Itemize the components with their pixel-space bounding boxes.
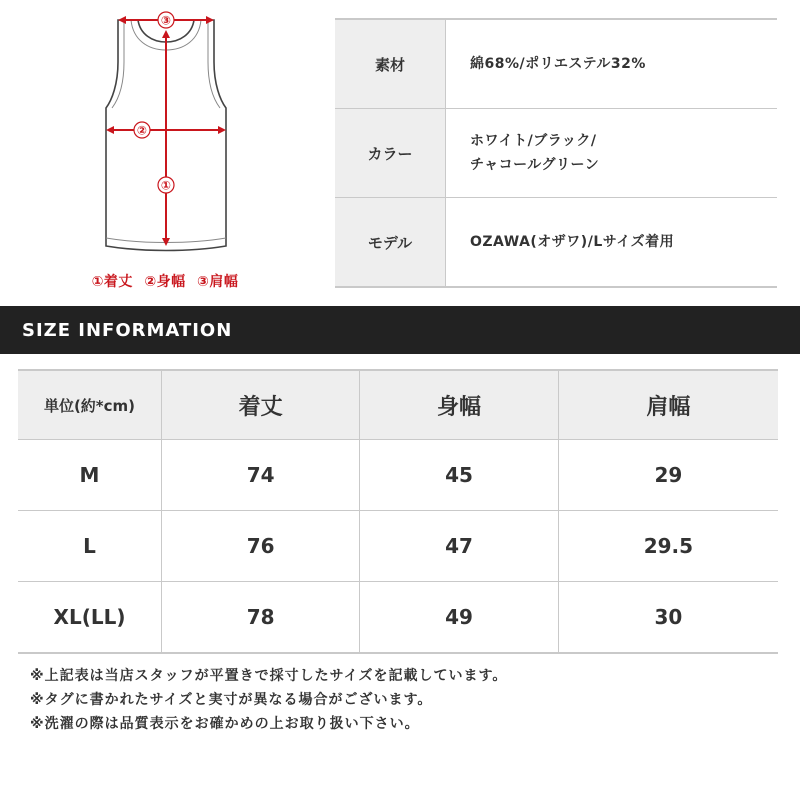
- size-value: 45: [360, 440, 558, 511]
- marker-3: ③: [160, 13, 172, 28]
- size-table-header-body-width: 身幅: [360, 370, 558, 440]
- legend-body-width: ②身幅: [144, 274, 186, 290]
- size-label: L: [18, 511, 162, 582]
- size-value: 30: [558, 582, 778, 654]
- size-table-header-length: 着丈: [162, 370, 360, 440]
- table-row: [18, 582, 778, 654]
- table-row: [18, 511, 778, 582]
- size-value: 47: [360, 511, 558, 582]
- info-value-line: 綿68%/ポリエステル32%: [470, 56, 646, 72]
- size-information-header: SIZE INFORMATION: [0, 306, 800, 354]
- info-key: モデル: [335, 198, 446, 286]
- info-value: [446, 20, 777, 108]
- legend-length: ①着丈: [91, 274, 133, 290]
- size-value: 76: [162, 511, 360, 582]
- note-line: ※タグに書かれたサイズと実寸が異なる場合がございます。: [30, 692, 433, 708]
- size-table-header-unit: 単位(約*cm): [18, 370, 162, 440]
- info-value-line: OZAWA(オザワ)/Lサイズ着用: [470, 234, 675, 250]
- size-value: 29.5: [558, 511, 778, 582]
- info-row-material: [335, 20, 777, 109]
- table-row: [18, 440, 778, 511]
- size-table-header-shoulder-width: 肩幅: [558, 370, 778, 440]
- size-label: XL(LL): [18, 582, 162, 654]
- notes: [30, 664, 507, 736]
- size-table-header-row: [18, 370, 778, 440]
- size-table: [18, 369, 778, 654]
- info-value: [446, 198, 777, 286]
- size-label: M: [18, 440, 162, 511]
- info-row-model: [335, 198, 777, 286]
- note-line: ※上記表は当店スタッフが平置きで採寸したサイズを記載しています。: [30, 668, 508, 684]
- info-value-line: チャコールグリーン: [470, 157, 600, 173]
- legend-shoulder-width: ③肩幅: [197, 274, 239, 290]
- product-info-table: [335, 18, 777, 288]
- info-key: カラー: [335, 109, 446, 197]
- note-line: ※洗濯の際は品質表示をお確かめの上お取り扱い下さい。: [30, 716, 420, 732]
- measurement-legend: [0, 271, 330, 291]
- marker-2: ②: [136, 123, 148, 138]
- info-key: 素材: [335, 20, 446, 108]
- tank-top-illustration: [0, 0, 330, 270]
- info-value-line: ホワイト/ブラック/: [470, 133, 597, 149]
- size-value: 49: [360, 582, 558, 654]
- size-value: 29: [558, 440, 778, 511]
- info-row-color: [335, 109, 777, 198]
- tank-top-diagram: [0, 0, 330, 300]
- size-value: 74: [162, 440, 360, 511]
- marker-1: ①: [160, 178, 172, 193]
- size-value: 78: [162, 582, 360, 654]
- info-value: [446, 109, 777, 197]
